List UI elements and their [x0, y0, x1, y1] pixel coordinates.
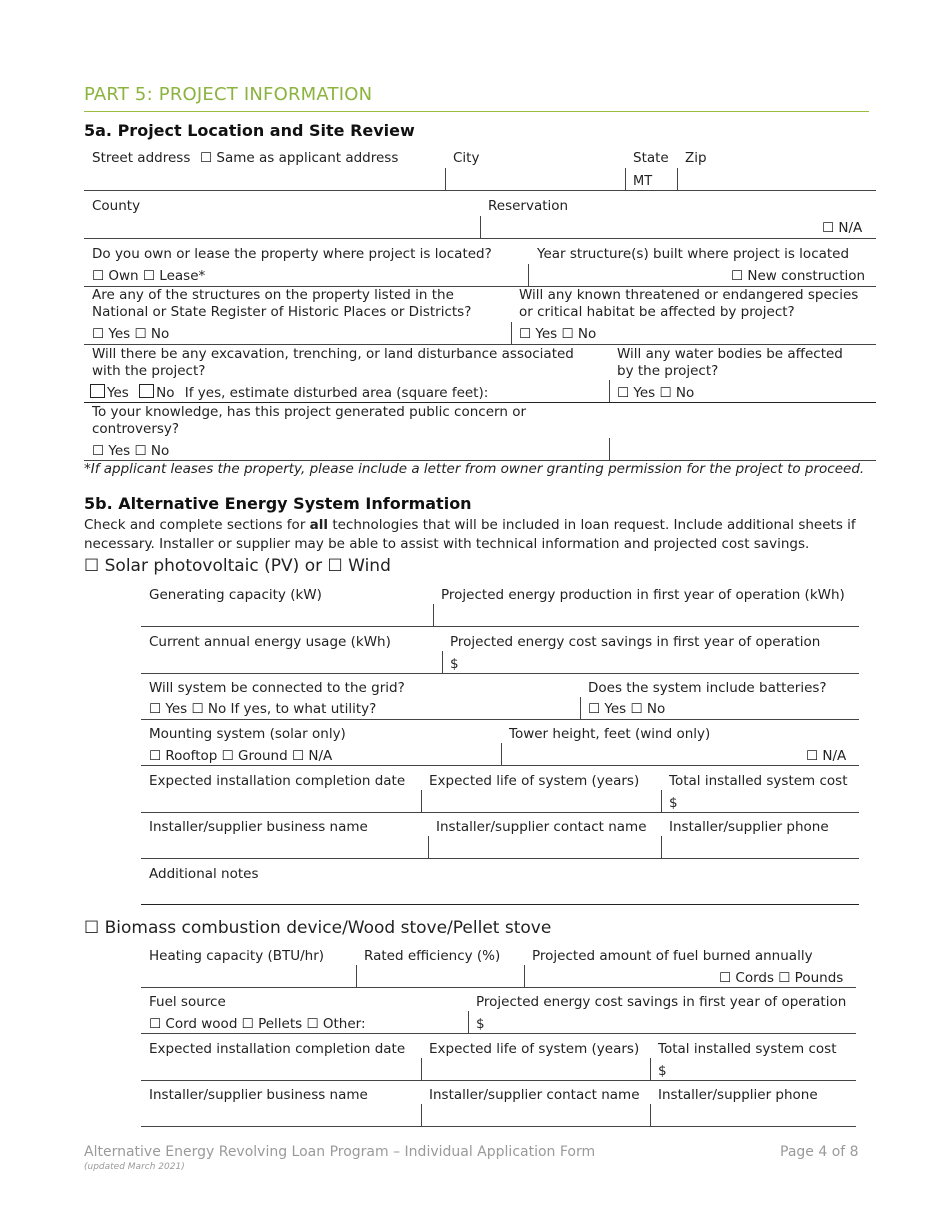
excavation-yes-box[interactable]: [90, 384, 105, 398]
historic-question-line1: Are any of the structures on the property listed in the: [92, 287, 454, 303]
historic-question-line2: National or State Register of Historic Places or Districts?: [92, 304, 472, 320]
biomass-installer-business-label: Installer/supplier business name: [149, 1087, 368, 1103]
divider: [421, 790, 422, 812]
pv-install-date-field: [141, 812, 859, 813]
divider: [433, 604, 434, 626]
batteries-question: Does the system include batteries?: [588, 680, 827, 696]
concern-question-line1: To your knowledge, has this project generated public concern or: [92, 404, 526, 420]
pv-install-date-label: Expected installation completion date: [149, 773, 406, 789]
mounting-label: Mounting system (solar only): [149, 726, 346, 742]
generating-capacity-field: [141, 626, 859, 627]
pv-installer-business-label: Installer/supplier business name: [149, 819, 368, 835]
pv-life-years-label: Expected life of system (years): [429, 773, 640, 789]
tower-height-label: Tower height, feet (wind only): [509, 726, 711, 742]
biomass-savings-dollar: $: [476, 1016, 485, 1032]
fuel-source-label: Fuel source: [149, 994, 226, 1010]
water-question-line2: by the project?: [617, 363, 719, 379]
pv-wind-checkboxes[interactable]: ☐ Solar photovoltaic (PV) or ☐ Wind: [84, 556, 391, 576]
own-lease-options[interactable]: ☐ Own ☐ Lease*: [92, 268, 206, 284]
excavation-yes-no[interactable]: [90, 384, 488, 401]
divider: [421, 1058, 422, 1080]
biomass-savings-label: Projected energy cost savings in first year of operation: [476, 994, 847, 1010]
part-title-rule: [84, 111, 869, 112]
divider: [445, 168, 446, 190]
pv-installer-business-field: [141, 858, 859, 859]
reservation-na-checkbox[interactable]: ☐ N/A: [822, 220, 863, 236]
pv-installer-contact-label: Installer/supplier contact name: [436, 819, 647, 835]
mounting-options[interactable]: ☐ Rooftop ☐ Ground ☐ N/A: [149, 748, 333, 764]
water-question-line1: Will any water bodies be affected: [617, 346, 843, 362]
state-label: State: [633, 150, 669, 166]
divider: [511, 322, 512, 344]
species-question-line1: Will any known threatened or endangered species: [519, 287, 859, 303]
biomass-installer-business-field: [141, 1126, 856, 1127]
divider: [609, 438, 610, 460]
concern-question-line2: controversy?: [92, 421, 180, 437]
pv-total-cost-dollar: $: [669, 795, 678, 811]
pv-installer-phone-label: Installer/supplier phone: [669, 819, 829, 835]
same-as-applicant-checkbox[interactable]: ☐ Same as applicant address: [200, 150, 399, 166]
biomass-installer-contact-label: Installer/supplier contact name: [429, 1087, 640, 1103]
year-built-question: Year structure(s) built where project is located: [537, 246, 850, 262]
city-label: City: [453, 150, 480, 166]
concern-yes-no[interactable]: ☐ Yes ☐ No: [92, 443, 170, 459]
excavation-question-line2: with the project?: [92, 363, 206, 379]
intro-text-a: Check and complete sections for: [84, 517, 310, 533]
divider: [580, 697, 581, 719]
batteries-yes-no[interactable]: ☐ Yes ☐ No: [588, 701, 666, 717]
divider: [650, 1104, 651, 1126]
biomass-life-years-label: Expected life of system (years): [429, 1041, 640, 1057]
county-field: [84, 238, 876, 239]
zip-label: Zip: [685, 150, 707, 166]
excavation-no-label: No: [156, 385, 175, 401]
historic-yes-no[interactable]: ☐ Yes ☐ No: [92, 326, 170, 342]
divider: [650, 1058, 651, 1080]
reservation-label: Reservation: [488, 198, 569, 214]
street-address-label: Street address: [92, 150, 191, 166]
water-yes-no[interactable]: ☐ Yes ☐ No: [617, 385, 695, 401]
divider: [421, 1104, 422, 1126]
current-usage-label: Current annual energy usage (kWh): [149, 634, 391, 650]
excavation-question-line1: Will there be any excavation, trenching, or land disturbance associated: [92, 346, 574, 362]
biomass-install-date-label: Expected installation completion date: [149, 1041, 406, 1057]
intro-text-line2: necessary. Installer or supplier may be able to assist with technical information and projected cost savings.: [84, 536, 810, 552]
state-value: MT: [633, 174, 653, 189]
fuel-burned-label: Projected amount of fuel burned annually: [532, 948, 813, 964]
excavation-yes-label: Yes: [107, 385, 129, 401]
biomass-installer-phone-label: Installer/supplier phone: [658, 1087, 818, 1103]
county-label: County: [92, 198, 141, 214]
species-yes-no[interactable]: ☐ Yes ☐ No: [519, 326, 597, 342]
divider: [84, 402, 876, 403]
biomass-checkbox[interactable]: ☐ Biomass combustion device/Wood stove/Pellet stove: [84, 918, 552, 938]
section-5a-heading: 5a. Project Location and Site Review: [84, 121, 415, 140]
biomass-install-date-field: [141, 1080, 856, 1081]
footer-program: Alternative Energy Revolving Loan Program – Individual Application Form: [84, 1144, 596, 1160]
divider: [468, 1011, 469, 1033]
lease-note: *If applicant leases the property, please include a letter from owner granting permission for the project to proceed.: [84, 461, 865, 477]
part-title: PART 5: PROJECT INFORMATION: [84, 84, 373, 105]
savings-dollar: $: [450, 656, 459, 672]
grid-options[interactable]: ☐ Yes ☐ No If yes, to what utility?: [149, 701, 377, 717]
disturbed-area-label: If yes, estimate disturbed area (square feet):: [184, 385, 489, 401]
divider: [84, 344, 876, 345]
new-construction-checkbox[interactable]: ☐ New construction: [731, 268, 866, 284]
footer-page-number: Page 4 of 8: [780, 1144, 859, 1160]
divider: [625, 168, 626, 190]
street-address-field: [84, 190, 876, 191]
divider: [480, 216, 481, 238]
divider: [528, 264, 529, 286]
own-lease-question: Do you own or lease the property where project is located?: [92, 246, 492, 262]
divider: [524, 965, 525, 987]
divider: [661, 790, 662, 812]
additional-notes-label: Additional notes: [149, 866, 259, 882]
fuel-source-options[interactable]: ☐ Cord wood ☐ Pellets ☐ Other:: [149, 1016, 366, 1032]
current-usage-field: [141, 673, 859, 674]
species-question-line2: or critical habitat be affected by project?: [519, 304, 795, 320]
pv-total-cost-label: Total installed system cost: [669, 773, 848, 789]
intro-text-bold: all: [309, 517, 329, 533]
footer-updated: (updated March 2021): [84, 1162, 185, 1172]
heating-capacity-field: [141, 987, 856, 988]
divider: [141, 1033, 856, 1034]
rated-efficiency-label: Rated efficiency (%): [364, 948, 501, 964]
intro-text-b: technologies that will be included in loan request. Include additional sheets if: [328, 517, 856, 533]
divider: [442, 651, 443, 673]
projected-production-label: Projected energy production in first year of operation (kWh): [441, 587, 845, 603]
biomass-total-cost-dollar: $: [658, 1063, 667, 1079]
cords-pounds-checkboxes[interactable]: ☐ Cords ☐ Pounds: [719, 970, 844, 986]
excavation-no-box[interactable]: [139, 384, 154, 398]
heating-capacity-label: Heating capacity (BTU/hr): [149, 948, 325, 964]
section-5b-intro: [84, 516, 874, 554]
divider: [661, 836, 662, 858]
tower-na-checkbox[interactable]: ☐ N/A: [806, 748, 847, 764]
divider: [609, 380, 610, 402]
projected-savings-label: Projected energy cost savings in first year of operation: [450, 634, 821, 650]
divider: [141, 719, 859, 720]
generating-capacity-label: Generating capacity (kW): [149, 587, 322, 603]
divider: [356, 965, 357, 987]
section-5b-heading: 5b. Alternative Energy System Information: [84, 494, 472, 513]
divider: [428, 836, 429, 858]
grid-question: Will system be connected to the grid?: [149, 680, 405, 696]
biomass-total-cost-label: Total installed system cost: [658, 1041, 837, 1057]
divider: [677, 168, 678, 190]
divider: [141, 765, 859, 766]
additional-notes-field: [141, 904, 859, 905]
divider: [501, 743, 502, 765]
